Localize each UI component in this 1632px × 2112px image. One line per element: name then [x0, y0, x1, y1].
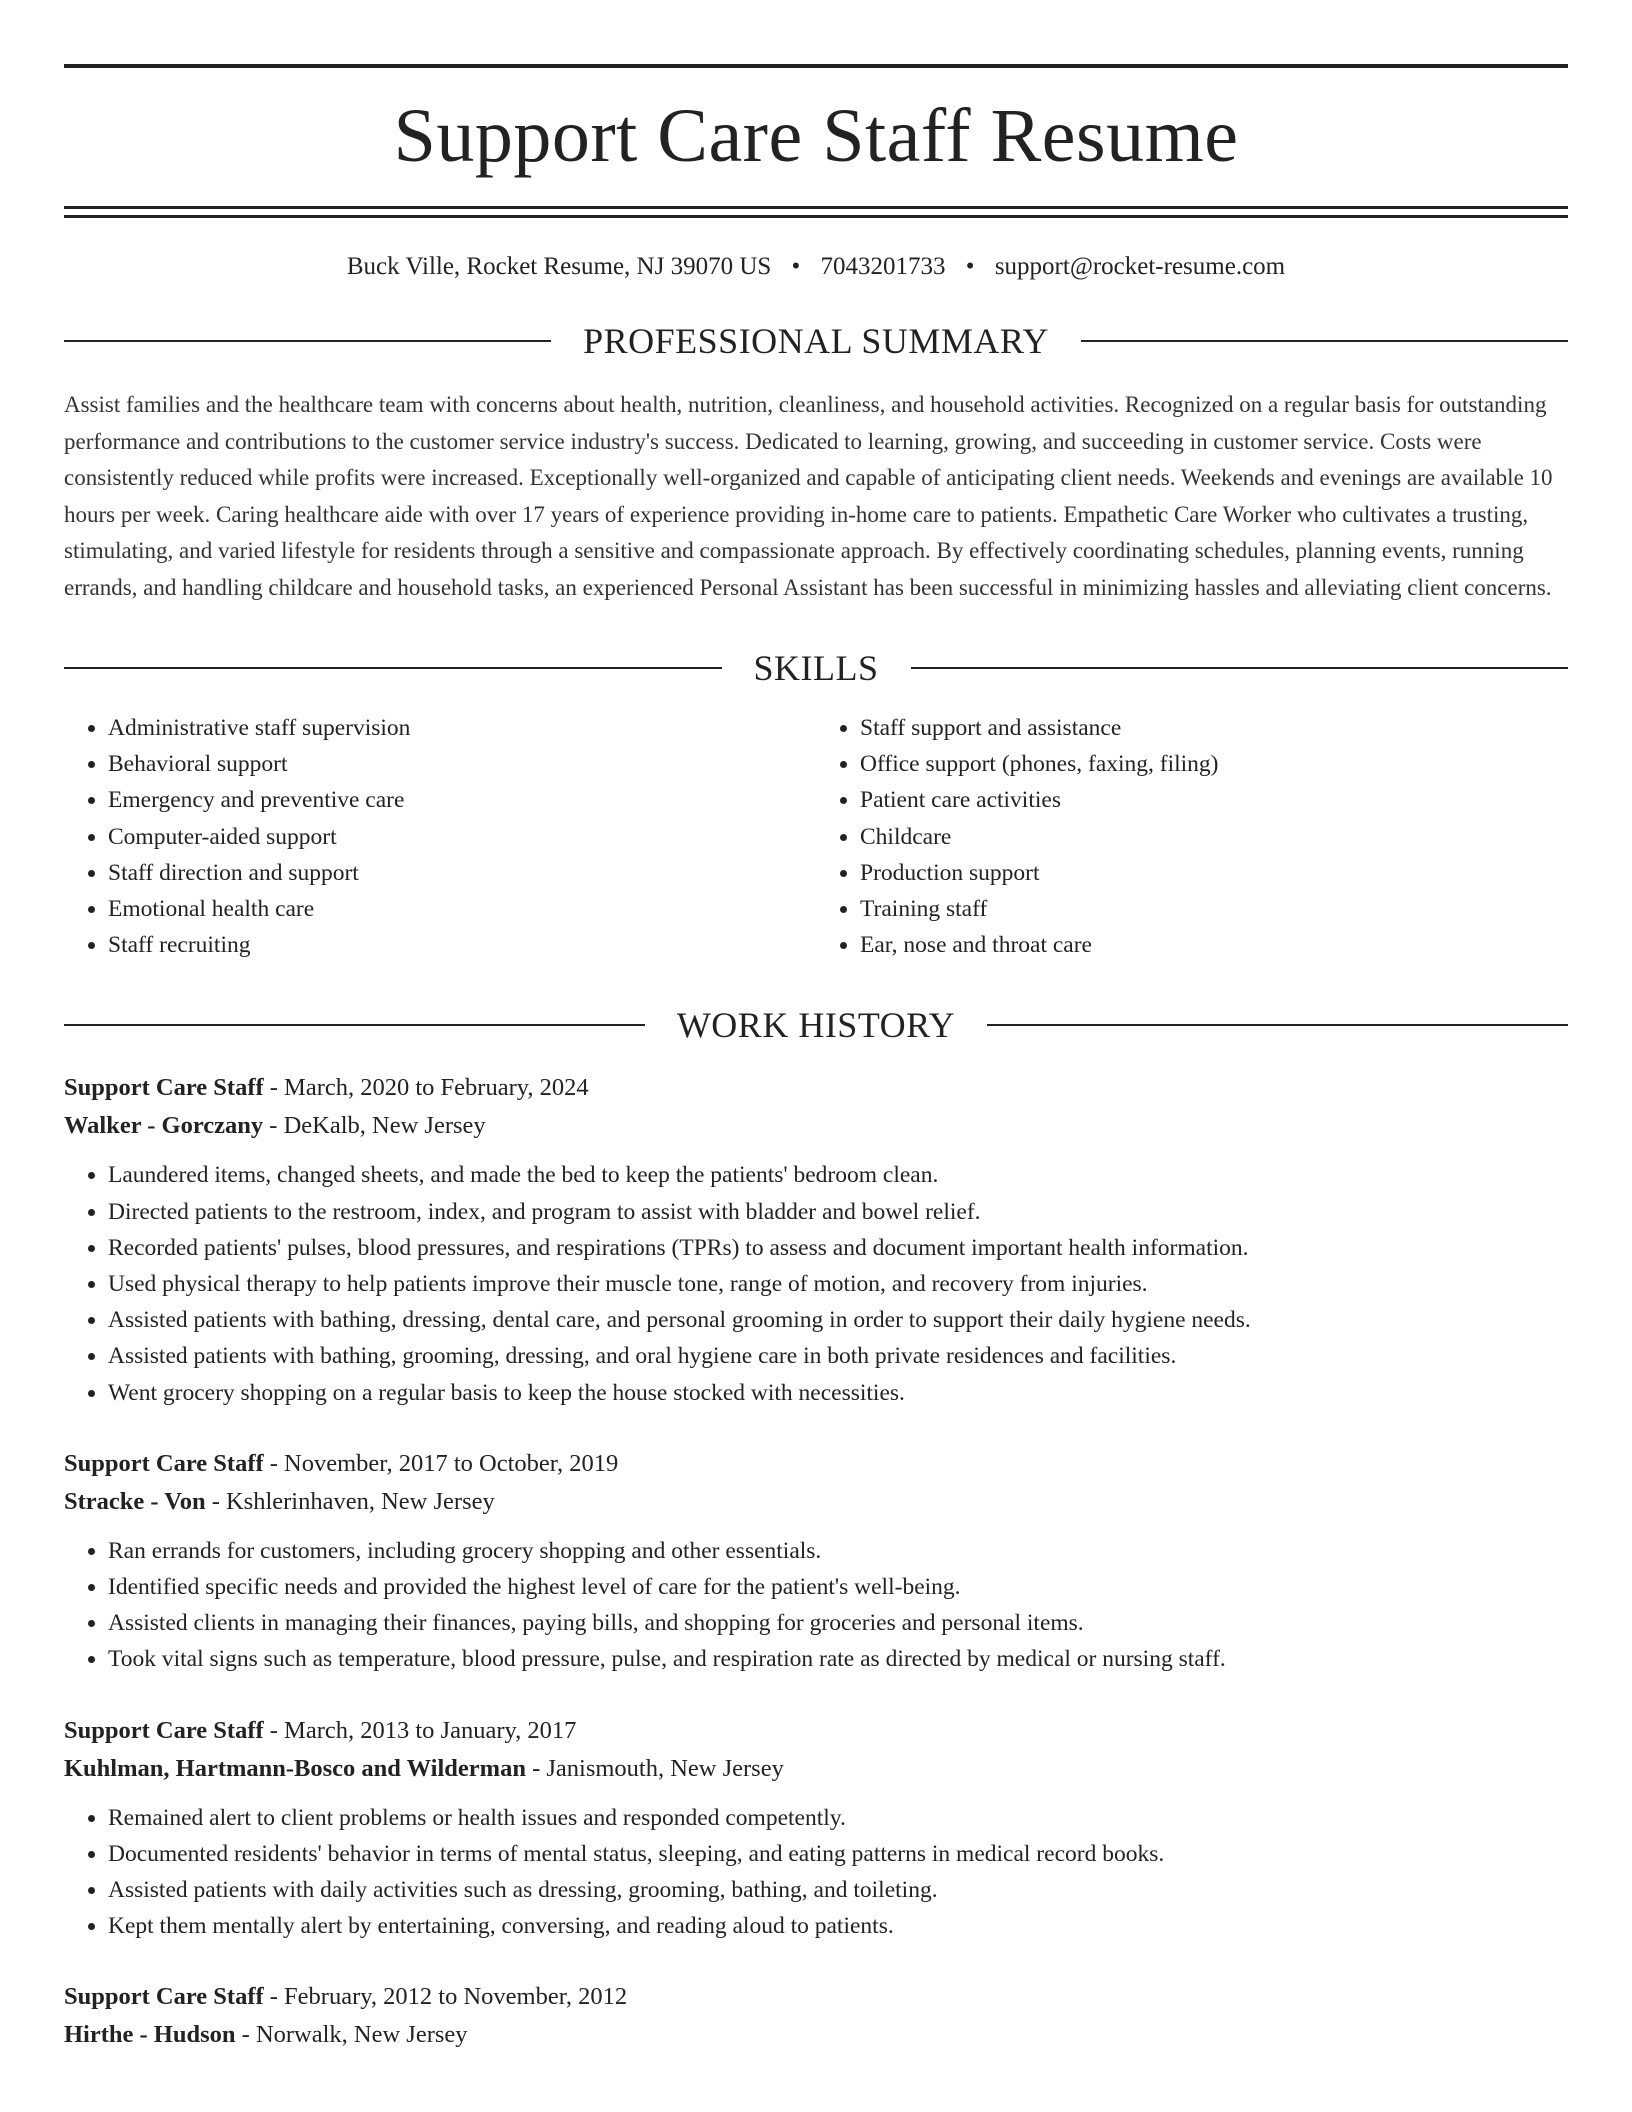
skill-item: • Staff direction and support	[108, 855, 816, 891]
skill-item: • Childcare	[860, 819, 1568, 855]
job-bullet: • Laundered items, changed sheets, and made the bed to keep the patients' bedroom clean.	[108, 1157, 1568, 1193]
job-title-line	[64, 1069, 1568, 1107]
job-bullet: • Assisted clients in managing their finances, paying bills, and shopping for groceries and personal items.	[108, 1605, 1568, 1641]
skill-item: • Administrative staff supervision	[108, 710, 816, 746]
top-rule	[64, 64, 1568, 68]
job-title: Support Care Staff	[64, 1716, 264, 1744]
job-company-line	[64, 1107, 1568, 1145]
job-title: Support Care Staff	[64, 1074, 264, 1102]
work-history-list	[64, 1069, 1568, 2054]
job-bullet: • Documented residents' behavior in terms of mental status, sleeping, and eating patterns in medical record books.	[108, 1836, 1568, 1872]
job-company: Walker - Gorczany	[64, 1112, 264, 1140]
skill-item: • Training staff	[860, 891, 1568, 927]
contact-address: Buck Ville, Rocket Resume, NJ 39070 US	[346, 253, 772, 280]
skill-item: • Patient care activities	[860, 782, 1568, 818]
job-bullet: • Assisted patients with bathing, dressing, dental care, and personal grooming in order to support their daily hygiene needs.	[108, 1302, 1568, 1338]
job-company: Kuhlman, Hartmann-Bosco and Wilderman	[64, 1754, 526, 1782]
job-dates: - February, 2012 to November, 2012	[263, 1983, 628, 2011]
job-bullet: • Used physical therapy to help patients improve their muscle tone, range of motion, and recovery from injuries.	[108, 1266, 1568, 1302]
skills-column-right	[816, 710, 1568, 963]
work-section-heading	[64, 1005, 1568, 1046]
skills-heading: SKILLS	[753, 648, 879, 688]
work-heading: WORK HISTORY	[676, 1005, 956, 1046]
job-bullet: • Directed patients to the restroom, index, and program to assist with bladder and bowel relief.	[108, 1194, 1568, 1230]
job-dates: - November, 2017 to October, 2019	[263, 1449, 619, 1477]
job-location: - Norwalk, New Jersey	[235, 2021, 468, 2049]
contact-phone: 7043201733	[820, 253, 946, 280]
contact-info	[64, 254, 1568, 279]
summary-text: Assist families and the healthcare team with concerns about health, nutrition, cleanliness, and household activities. Recognized on a regular basis for outstanding performance and contributions to the customer service industry's success. Dedicated to learning, growing, and succeeding in customer service. Costs were consistently reduced while profits were increased. Exceptionally well-organized and capable of anticipating client needs. Weekends and evenings are available 10 hours per week. Caring healthcare aide with over 17 years of experience providing in-home care to patients. Empathetic Care Worker who cultivates a trusting, stimulating, and varied lifestyle for residents through a sensitive and compassionate approach. By effectively coordinating schedules, planning events, running errands, and handling childcare and household tasks, an experienced Personal Assistant has been successful in minimizing hassles and alleviating client concerns.	[64, 392, 1553, 600]
skills-list	[64, 710, 1568, 963]
job-title-line	[64, 1445, 1568, 1483]
skill-item: • Computer-aided support	[108, 819, 816, 855]
job-location: - Janismouth, New Jersey	[525, 1754, 784, 1782]
resume-title: Support Care Staff Resume	[393, 94, 1239, 178]
job-entry	[64, 1978, 1568, 2054]
job-dates: - March, 2020 to February, 2024	[263, 1074, 589, 1102]
job-company-line	[64, 1483, 1568, 1521]
skill-item: • Behavioral support	[108, 746, 816, 782]
job-bullet: • Went grocery shopping on a regular basis to keep the house stocked with necessities.	[108, 1375, 1568, 1411]
job-bullet: • Took vital signs such as temperature, blood pressure, pulse, and respiration rate as directed by medical or nursing staff.	[108, 1641, 1568, 1677]
job-bullets	[64, 1533, 1568, 1678]
contact-separator: •	[965, 253, 975, 280]
job-bullets	[64, 1157, 1568, 1410]
job-bullet: • Kept them mentally alert by entertaining, conversing, and reading aloud to patients.	[108, 1908, 1568, 1944]
skill-item: • Emotional health care	[108, 891, 816, 927]
skills-column-left	[64, 710, 816, 963]
job-company: Hirthe - Hudson	[64, 2021, 236, 2049]
job-bullets	[64, 1800, 1568, 1945]
job-company-line	[64, 1750, 1568, 1788]
job-entry	[64, 1069, 1568, 1410]
skill-item: • Ear, nose and throat care	[860, 927, 1568, 963]
job-title-line	[64, 1978, 1568, 2016]
job-bullet: • Assisted patients with daily activities such as dressing, grooming, bathing, and toileting.	[108, 1872, 1568, 1908]
skills-section-heading	[64, 650, 1568, 686]
job-bullet: • Identified specific needs and provided the highest level of care for the patient's well-being.	[108, 1569, 1568, 1605]
job-company-line	[64, 2016, 1568, 2054]
job-bullet: • Remained alert to client problems or health issues and responded competently.	[108, 1800, 1568, 1836]
job-dates: - March, 2013 to January, 2017	[263, 1716, 577, 1744]
skill-item: • Staff support and assistance	[860, 710, 1568, 746]
title-double-rule	[64, 206, 1568, 218]
job-location: - DeKalb, New Jersey	[263, 1112, 486, 1140]
skill-item: • Staff recruiting	[108, 927, 816, 963]
job-bullet: • Recorded patients' pulses, blood pressures, and respirations (TPRs) to assess and document important health information.	[108, 1230, 1568, 1266]
job-bullet: • Ran errands for customers, including grocery shopping and other essentials.	[108, 1533, 1568, 1569]
summary-heading: PROFESSIONAL SUMMARY	[583, 321, 1049, 361]
summary-section-heading	[64, 323, 1568, 359]
job-entry	[64, 1712, 1568, 1945]
skill-item: • Production support	[860, 855, 1568, 891]
contact-email: support@rocket-resume.com	[994, 253, 1286, 280]
job-bullet: • Assisted patients with bathing, grooming, dressing, and oral hygiene care in both private residences and facilities.	[108, 1338, 1568, 1374]
job-company: Stracke - Von	[64, 1487, 206, 1515]
skill-item: • Office support (phones, faxing, filing)	[860, 746, 1568, 782]
job-title: Support Care Staff	[64, 1449, 264, 1477]
job-title: Support Care Staff	[64, 1983, 264, 2011]
skill-item: • Emergency and preventive care	[108, 782, 816, 818]
job-title-line	[64, 1712, 1568, 1750]
job-location: - Kshlerinhaven, New Jersey	[205, 1487, 495, 1515]
contact-separator: •	[791, 253, 801, 280]
job-entry	[64, 1445, 1568, 1678]
